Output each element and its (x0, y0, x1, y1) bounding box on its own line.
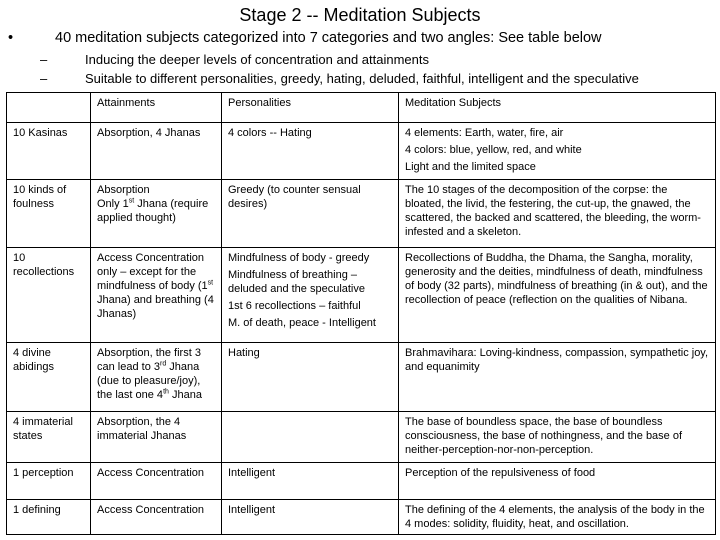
personalities-cell (222, 412, 399, 463)
subjects-cell: The 10 stages of the decomposition of the corpse: the bloated, the livid, the festering, the cut-up, the gnawed, the scattered, the backed and scattered, the bleeding, the worm-infested and a skeleton. (399, 180, 716, 248)
attainments-cell: Access Concentration only – except for the mindfulness of body (1st Jhana) and breathing (4 Jhanas) (91, 248, 222, 343)
personalities-cell: Hating (222, 343, 399, 412)
category-cell: 4 immaterial states (7, 412, 91, 463)
header-cell-attainments: Attainments (91, 93, 222, 123)
table-row (7, 180, 716, 248)
sub-bullet-text: Inducing the deeper levels of concentration and attainments (85, 52, 430, 67)
personalities-cell: 4 colors -- Hating (222, 123, 399, 180)
subjects-cell: Perception of the repulsiveness of food (399, 463, 716, 500)
attainments-cell: Absorption Only 1st Jhana (require applied thought) (91, 180, 222, 248)
table-row (7, 463, 716, 500)
category-cell: 10 kinds of foulness (7, 180, 91, 248)
personalities-cell: Intelligent (222, 500, 399, 535)
attainments-cell: Absorption, 4 Jhanas (91, 123, 222, 180)
table-row (7, 500, 716, 535)
subjects-cell: 4 elements: Earth, water, fire, air 4 colors: blue, yellow, red, and white Light and the limited space (399, 123, 716, 180)
subjects-cell: The base of boundless space, the base of boundless consciousness, the base of nothingness, and the base of neither-perception-nor-non-perception. (399, 412, 716, 463)
table-row (7, 343, 716, 412)
subjects-cell: Brahmavihara: Loving-kindness, compassion, sympathetic joy, and equanimity (399, 343, 716, 412)
category-cell: 10 Kasinas (7, 123, 91, 180)
attainments-cell: Access Concentration (91, 500, 222, 535)
table-row (7, 248, 716, 343)
sub-bullet-mark: – (40, 71, 48, 86)
attainments-cell: Access Concentration (91, 463, 222, 500)
subjects-cell: Recollections of Buddha, the Dhama, the Sangha, morality, generosity and the deities, mindfulness of death, mindfulness of body (32 parts), mindfulness of breathing (in & out), and the recollection of peace (reflection on the qualities of Nibana. (399, 248, 716, 343)
header-cell-personalities: Personalities (222, 93, 399, 123)
header-cell-subjects: Meditation Subjects (399, 93, 716, 123)
slide-title: Stage 2 -- Meditation Subjects (239, 5, 481, 25)
meditation-subjects-table (6, 92, 716, 535)
attainments-cell: Absorption, the 4 immaterial Jhanas (91, 412, 222, 463)
bullet-mark: • (8, 30, 14, 46)
sub-bullet-text: Suitable to different personalities, greedy, hating, deluded, faithful, intelligent and the speculative (85, 71, 639, 86)
table-row (7, 123, 716, 180)
personalities-cell: Greedy (to counter sensual desires) (222, 180, 399, 248)
personalities-cell: Mindfulness of body - greedy Mindfulness of breathing – deluded and the speculative 1st 6 recollections – faithful M. of death, peace - Intelligent (222, 248, 399, 343)
table-row (7, 412, 716, 463)
category-cell: 1 perception (7, 463, 91, 500)
table-header-row (7, 93, 716, 123)
category-cell: 1 defining (7, 500, 91, 535)
sub-bullet-mark: – (40, 52, 48, 67)
bullet-text: 40 meditation subjects categorized into 7 categories and two angles: See table below (55, 30, 602, 46)
personalities-cell: Intelligent (222, 463, 399, 500)
subjects-cell: The defining of the 4 elements, the analysis of the body in the 4 modes: solidity, fluidity, heat, and oscillation. (399, 500, 716, 535)
header-cell-category (7, 93, 91, 123)
category-cell: 4 divine abidings (7, 343, 91, 412)
category-cell: 10 recollections (7, 248, 91, 343)
attainments-cell: Absorption, the first 3 can lead to 3rd Jhana (due to pleasure/joy), the last one 4th Jhana (91, 343, 222, 412)
